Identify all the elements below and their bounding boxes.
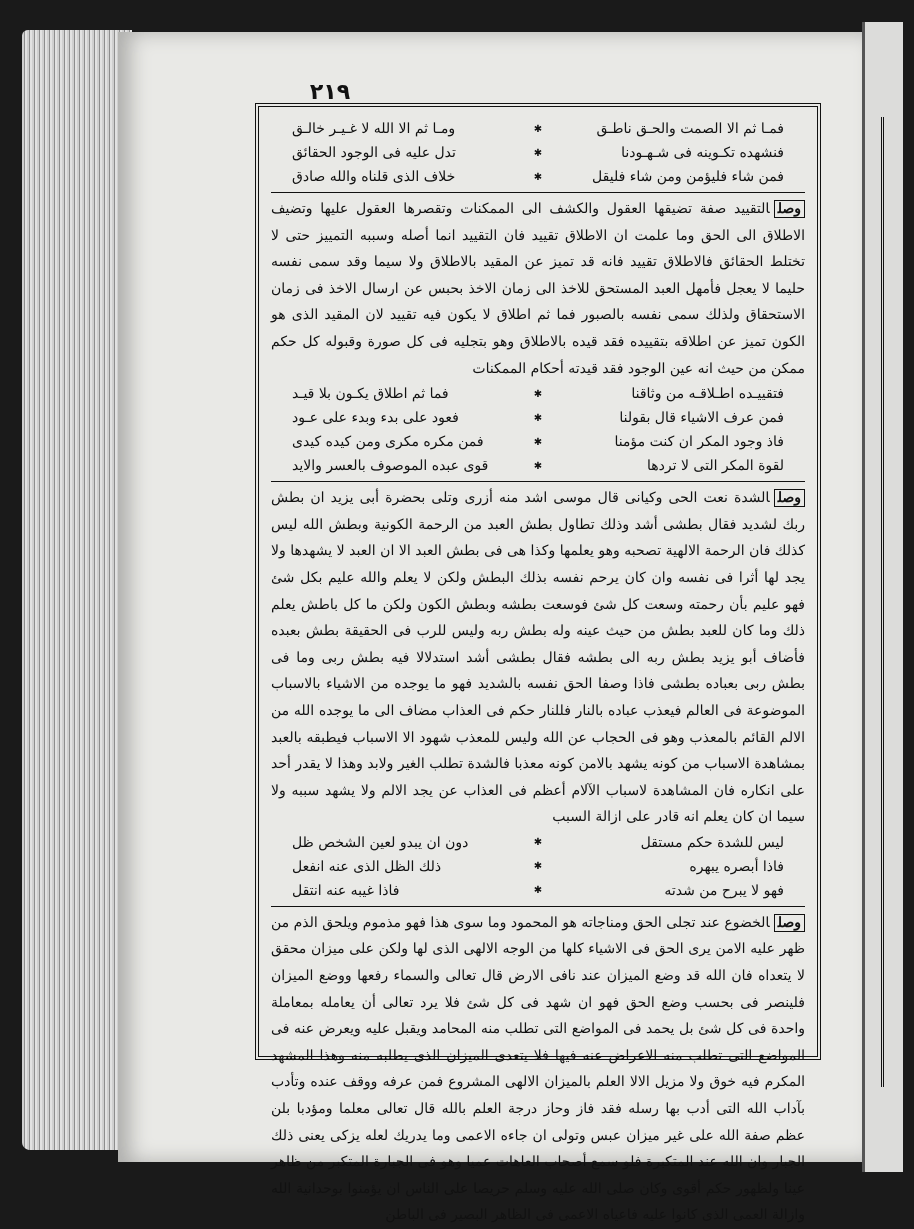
book-page-edges xyxy=(22,30,132,1150)
verse-line xyxy=(271,430,805,454)
text-frame xyxy=(255,103,821,1224)
section-2 xyxy=(271,382,805,831)
hemistich: فاذا غيبه عنه انتقل xyxy=(292,882,400,899)
paragraph-text: الشدة نعت الحى وكيانى قال موسى اشد منه أزرى وتلى بحضرة أبى يزيد ان بطش ربك لشديد فقال بطشى أشد وذلك تطاول بطش العبد من الرحمة الكونية وبطش الله ليس كذلك فان الرحمة الالهية تصحبه وهو يعلمها وكذا هى فى بطش العبد الا ان العبد لا يشهدها ولا يجد لها أثرا فى نفسه وان كان يرحم نفسه بذلك البطش ولكن لا يعلم والله عليم بكل شئ فهو عليم بأن رحمته وسعت كل شئ فوسعت بطشه وبطش الكون ولكن ما كل باطش يعلم ذلك وما كان للعبد بطش من حيث عينه وله بطش ربه وليس للرب فى الحقيقة بطش بعبده فأضاف أبو يزيد بطش ربه الى بطشه فقال بطشى أشد استدلالا فيه بطش ربى وما فى بطش ربى بعباده بطشى فاذا وصفا الحق نفسه بالشديد فهو ما يوجده من الاشياء بالاسباب الموضوعة فى العالم فيعذب عباده بالنار فللنار حكم فى العذاب مضاف الى ما يوجده الله من الالم القائم بالمعذب وهو فى الحجاب عن الله وليس للمعذب شهود الا الاسباب فيطبقه بالعبد بمشاهدة الاسباب من كونه يشهد بالامن كونه معذبا فالشدة تطلب الغير ولابد وهذا لا يقدر أحد على انكاره فان المشاهدة لاسباب الآلام أعظم فى العذاب عن يجد الالم ولا يشهد سببه ولا سيما ان كان يعلم انه قادر على ازالة السبب xyxy=(271,490,805,826)
verse-line xyxy=(271,406,805,430)
verse-line xyxy=(271,855,805,879)
hemistich: قوى عبده الموصوف بالعسر والايد xyxy=(292,458,489,475)
hemistich: فمن مكره مكرى ومن كيده كيدى xyxy=(292,434,484,451)
next-page-edge xyxy=(862,22,903,1172)
section-label: وصل xyxy=(774,489,805,507)
hemistich: خلاف الذى قلناه والله صادق xyxy=(292,169,456,185)
section-divider xyxy=(271,906,805,907)
star-separator-icon: ✱ xyxy=(533,412,543,424)
section-divider xyxy=(271,192,805,193)
paragraph xyxy=(271,196,805,382)
star-separator-icon: ✱ xyxy=(533,861,543,873)
star-separator-icon: ✱ xyxy=(533,885,543,897)
hemistich: فاذ وجود المكر ان كنت مؤمنا xyxy=(614,434,784,451)
section-label: وصل xyxy=(774,200,805,218)
hemistich: فتقييـده اطـلاقـه من وثاقنا xyxy=(631,386,784,403)
hemistich: دون ان يبدو لعين الشخص ظل xyxy=(292,834,469,851)
verse-line xyxy=(271,141,805,165)
hemistich: فمن شاء فليؤمن ومن شاء فليقل xyxy=(592,169,784,185)
section-1 xyxy=(271,117,805,382)
star-separator-icon: ✱ xyxy=(533,123,543,135)
hemistich: فعود على بدء وبدء على عـود xyxy=(292,410,459,427)
page-number: ٢١٩ xyxy=(309,80,351,105)
hemistich: فهو لا يبرح من شدته xyxy=(664,882,784,899)
paragraph-text: الخضوع عند تجلى الحق ومناجاته هو المحمود وما سوى هذا فهو مذموم ويلحق الذم من ظهر عليه الامن يرى الحق فى الاشياء كلها من الوجه الالهى الذى لها ولكن على ميزان محقق لا يتعداه فان الله قد وضع الميزان عند نافى الارض قال تعالى والسماء رفعها ووضع الميزان فلينصر فى بحسب وضع الحق فهو ان شهد فى كل شئ فلا يرد تعالى أن يعامله بمعاملة واحدة فى كل شئ بل يحمد فى المواضع التى تطلب منه المحامد ويقبل عليه ويعرض عنه فى المواضع التى تطلب منه الاعراض عنه فيها فلا يتعدى الميزان الذى يطلبه منه وهذا المشهد المكرم فيه خوق ولا مزيل الالا العلم بالميزان الالهى المشروع فمن عرفه ووقف عنده وتأدب بآداب الله التى أدب بها رسله فقد فاز وحاز درجة العلم بالله قال تعالى معلما ومؤدبا بلن عظم صفة الله على غير ميزان عبس وتولى ان جاءه الاعمى وما يدريك لعله يزكى يعنى ذلك الجبار وان الله عند المتكبرة فلو سمع أصحاب العاهات عميا وهو فى الجبارة المتكبر من ظاهر عينا ولظهور حكم أقوى وكان صلى الله عليه وسلم حريصا على الناس ان يؤمنوا بوحدانية الله وازالة العمى الذى كانوا عليه فاعياه الاعمى فى الظاهر البصير فى الباطن xyxy=(271,914,805,1224)
hemistich: ليس للشدة حكم مستقل xyxy=(640,834,784,851)
star-separator-icon: ✱ xyxy=(533,388,543,400)
hemistich: فما ثم اطلاق يكـون بلا قيـد xyxy=(292,386,449,403)
star-separator-icon: ✱ xyxy=(533,171,543,183)
verse-line xyxy=(271,831,805,855)
verse-line xyxy=(271,879,805,903)
section-3 xyxy=(271,831,805,1229)
star-separator-icon: ✱ xyxy=(533,460,543,472)
hemistich: تدل عليه فى الوجود الحقائق xyxy=(292,145,456,161)
star-separator-icon: ✱ xyxy=(533,147,543,159)
paragraph xyxy=(271,910,805,1229)
hemistich: ومـا ثم الا الله لا غـيـر خالـق xyxy=(292,121,456,137)
section-label: وصل xyxy=(774,914,805,932)
verse-line xyxy=(271,382,805,406)
hemistich: فنشهده تكـوينه فى شـهـودنا xyxy=(621,145,784,161)
paragraph-text: التقييد صفة تضيقها العقول والكشف الى الممكنات وتقصرها العقول عليها وتضيف الاطلاق الى الحق وما علمت ان الاطلاق تقييد فان التقييد انما أصله وسببه التمييز حتى لا تختلط الحقائق فالاطلاق تقييد فانه قد تميز عن المقيد بالاطلاق ولا سيما وقد سمى نفسه حليما لا يعجل فأمهل العبد المستحق للاخذ الى زمان الاخذ بحبس عن ارسال الاخذ فى زمان الاستحقاق ولذلك سمى نفسه بالصبور فما ثم اطلاق لا يكون فيه تقييد لان المقيد الذى هو الكون تميز عن اطلاقه بتقييده فقد قيده بالاطلاق وهو بتجليه فى كل صورة وقبوله كل حكم ممكن من حيث انه عين الوجود فقد قيدته أحكام الممكنات xyxy=(271,201,805,377)
hemistich: فاذا أبصره يبهره xyxy=(689,858,784,875)
star-separator-icon: ✱ xyxy=(533,837,543,849)
hemistich: فمـا ثم الا الصمت والحـق ناطـق xyxy=(596,121,784,137)
hemistich: لقوة المكر التى لا تردها xyxy=(647,458,784,475)
verse-line xyxy=(271,454,805,478)
star-separator-icon: ✱ xyxy=(533,436,543,448)
verse-line xyxy=(271,117,805,141)
verse-line xyxy=(271,165,805,189)
paragraph xyxy=(271,485,805,831)
hemistich: ذلك الظل الذى عنه انفعل xyxy=(292,858,442,875)
section-divider xyxy=(271,481,805,482)
hemistich: فمن عرف الاشياء قال بقولنا xyxy=(619,410,784,427)
